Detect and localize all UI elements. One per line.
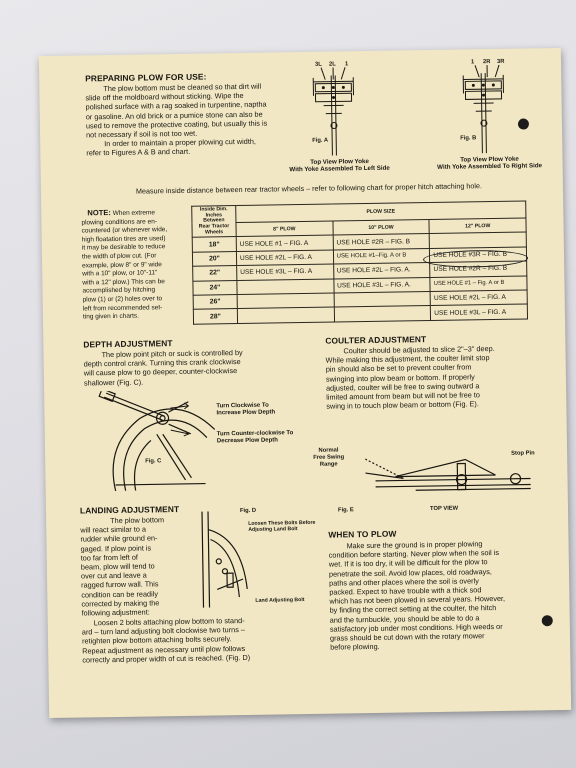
note-text: NOTE: When extreme plowing conditions are en- countered (or whenever wide, high floatation tires are used) it may be desirable to reduce the width of plow cut. (For example, plow 8" or 9" wide with a 10" plow, or 10"-11" with a 12" plow.) This can be accomplished by hitching plow (1) or (2) holes over to left from recommended set- ting given in charts.: [81, 208, 168, 321]
chart-corner-header: Inside Dim. Inches Between Rear Tractor Wheels: [192, 206, 236, 238]
table-cell: USE HOLE #1 – Fig. A or B: [430, 276, 527, 292]
row-width: 24": [193, 280, 237, 295]
landing-title: LANDING ADJUSTMENT: [79, 503, 180, 516]
fig-b-diagram: [439, 58, 520, 160]
fig-d-callout-land-bolt: Land Adjusting Bolt: [255, 597, 305, 604]
fig-a-mark-1: 1: [344, 61, 349, 68]
fig-a-mark-2l: 2L: [328, 61, 336, 68]
table-cell: USE HOLE #2L – FIG. A: [430, 290, 527, 306]
landing-text: The plow bottom will react similar to a rudder while ground en- gaged. If plow point is too far from left of beam, plow will tend to over cut and leave a ragged furrow wall. This condition can be readily corrected by making the following adjustment:: [80, 515, 165, 618]
table-cell: USE HOLE #2R – FIG. B: [333, 234, 430, 250]
row-width: 28": [193, 309, 237, 324]
table-cell: USE HOLE #1 – FIG. A: [236, 235, 333, 251]
col-10-plow: 10" PLOW: [333, 220, 430, 236]
fig-d-callout-bolts: Loosen These Bolts Before Adjusting Land Bolt: [248, 519, 316, 533]
note-label: NOTE:: [87, 208, 111, 218]
fig-a-caption: Top View Plow Yoke With Yoke Assembled To Left Side: [289, 157, 390, 174]
table-cell: USE HOLE #1–Fig. A or B: [333, 248, 430, 264]
table-cell: USE HOLE #2L – FIG. A: [236, 250, 333, 266]
col-12-plow: 12" PLOW: [429, 218, 526, 234]
when-title: WHEN TO PLOW: [328, 528, 397, 540]
instruction-sheet: [39, 48, 571, 718]
fig-a-mark-3l: 3L: [314, 61, 322, 68]
table-cell: USE HOLE #3L – FIG. A: [431, 304, 528, 320]
table-cell: USE HOLE #3L – FIG. A.: [333, 277, 430, 293]
fig-a-diagram: [301, 61, 382, 162]
preparing-text: The plow bottom must be cleaned so that dirt will slide off the moldboard without sticking. Wipe the polished surface with a rag soaked in turpentine, naptha or gasoline. An old brick or a pumice stone can also be used to remove the protective coating, but usually this is not necessary if soil is not too wet. In order to maintain a proper plowing cut width, refer to Figures A & B and chart.: [85, 81, 268, 158]
row-width: 18": [192, 237, 236, 252]
fig-c-label: Fig. C: [145, 458, 162, 465]
fig-b-caption: Top View Plow Yoke With Yoke Assembled To Right Side: [437, 155, 543, 172]
fig-e-label: Fig. E: [337, 507, 354, 514]
fig-e-top-view: TOP VIEW: [429, 505, 459, 513]
table-cell: [237, 293, 334, 309]
table-cell: USE HOLE #3L – FIG. A: [237, 264, 334, 280]
fig-c-callout-counterclockwise: Turn Counter-clockwise To Decrease Plow Depth: [216, 430, 294, 445]
table-cell: USE HOLE #2R – FIG. B: [430, 261, 527, 277]
measure-instruction: Measure inside distance between rear tractor wheels – refer to following chart for proper hitch attaching hole.: [135, 181, 482, 196]
row-width: 26": [193, 295, 237, 310]
fig-a-label: Fig. A: [312, 137, 329, 144]
fig-b-label: Fig. B: [460, 135, 477, 142]
depth-title: DEPTH ADJUSTMENT: [83, 338, 173, 350]
table-cell: [237, 307, 334, 323]
table-cell: USE HOLE #3R – FIG. B: [430, 247, 527, 263]
table-cell: [429, 232, 526, 248]
table-cell: USE HOLE #2L – FIG. A.: [333, 263, 430, 279]
fig-d-label: Fig. D: [239, 507, 257, 515]
fig-e-swing-label: Normal Free Swing Range: [313, 447, 345, 468]
landing-text-full: Loosen 2 bolts attaching plow bottom to stand- ard – turn land adjusting bolt clockwise two turns – retighten plow bottom attaching bolts securely. Repeat adjustment as necessary until plow follows correctly and proper width of cut is reached. (Fig. D): [81, 615, 251, 665]
fig-b-mark-2r: 2R: [482, 59, 491, 66]
fig-c-diagram: [84, 389, 236, 491]
table-cell: [237, 279, 334, 295]
plow-size-header: PLOW SIZE: [236, 201, 526, 223]
fig-b-mark-1: 1: [470, 59, 475, 66]
depth-text: The plow point pitch or suck is controlled by depth control crank. Turning this crank clockwise will cause plow to go deeper, counter-clockwise shallower (Fig. C).: [83, 347, 243, 388]
table-cell: [334, 306, 431, 322]
table-cell: [334, 291, 431, 307]
fig-b-mark-3r: 3R: [496, 58, 505, 65]
coulter-title: COULTER ADJUSTMENT: [325, 334, 427, 346]
row-width: 20": [192, 251, 236, 266]
coulter-text: Coulter should be adjusted to slice 2"–3" deep. While making this adjustment, the coulter limit stop pin should also be set to prevent coulter from swinging into plow beam or bottom. If properly adjusted, coulter will be free to swing outward a limited amount from beam but will not be free to swing in to touch plow beam or bottom (Fig. E).: [325, 344, 495, 411]
row-width: 22": [193, 266, 237, 281]
when-text: Make sure the ground is in proper plowing condition before starting. Never plow when the soil is wet. If it is too dry, it will be difficult for the plow to penetrate the soil. Avoid low places, old roadways, paths and other places where the soil is overly packed. Expect to have trouble with a thick sod which has not been plowed in several years. However, by finding the correct setting at the coulter, the hitch and the turnbuckle, you should be able to do a satisfactory job under most conditions. High weeds or grass should be cut down with the rotary mower before plowing.: [328, 539, 506, 652]
fig-e-stop-pin-label: Stop Pin: [511, 450, 535, 457]
preparing-title: PREPARING PLOW FOR USE:: [85, 71, 207, 84]
fig-c-callout-clockwise: Turn Clockwise To Increase Plow Depth: [216, 402, 276, 417]
col-8-plow: 8" PLOW: [236, 221, 333, 237]
